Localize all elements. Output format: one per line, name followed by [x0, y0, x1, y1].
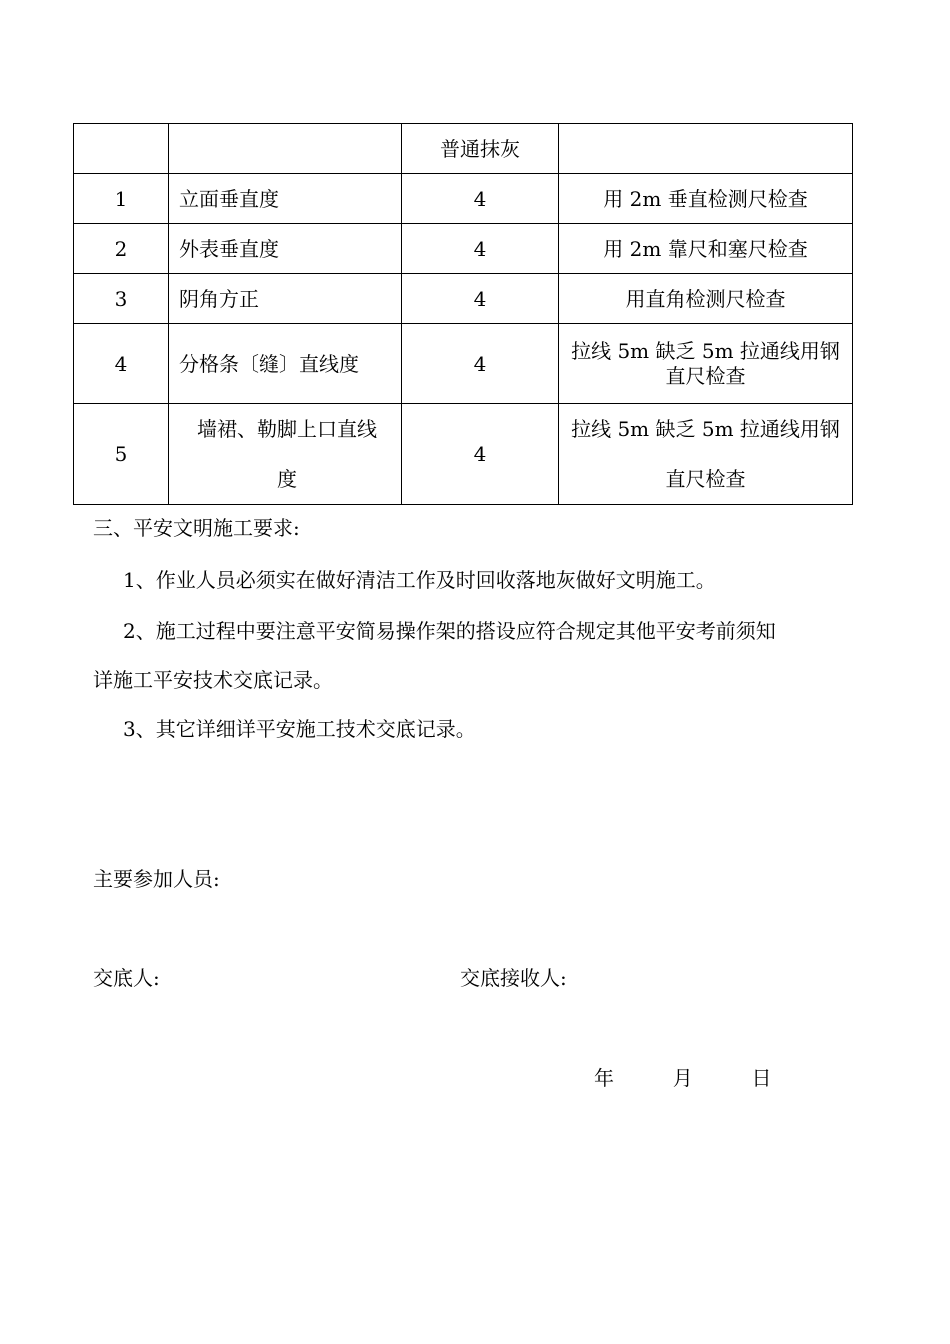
row-item-line1: 墙裙、勒脚上口直线	[197, 417, 377, 441]
row-number: 3	[74, 274, 169, 324]
row-method	[559, 324, 853, 404]
row-value: 4	[402, 224, 559, 274]
table-row	[74, 224, 853, 274]
header-cell-method	[559, 124, 853, 174]
receiver-label: 交底接收人:	[460, 966, 567, 990]
row-item: 立面垂直度	[169, 174, 402, 224]
row-number: 5	[74, 404, 169, 505]
row-value: 4	[402, 174, 559, 224]
row-item: 外表垂直度	[169, 224, 402, 274]
row-method	[559, 404, 853, 505]
row-method: 用 2m 垂直检测尺检查	[559, 174, 853, 224]
row-item	[169, 404, 402, 505]
date-year-label: 年	[594, 1066, 614, 1090]
discloser-label: 交底人:	[93, 966, 160, 990]
header-cell-value: 普通抹灰	[402, 124, 559, 174]
table-row	[74, 404, 853, 505]
section-heading: 三、平安文明施工要求:	[93, 516, 300, 540]
requirement-item-1: 1、作业人员必须实在做好清洁工作及时回收落地灰做好文明施工。	[123, 568, 716, 592]
row-item: 分格条〔缝〕直线度	[169, 324, 402, 404]
date-day-label: 日	[751, 1066, 772, 1090]
row-method-line2: 直尺检查	[665, 363, 746, 388]
row-number: 1	[74, 174, 169, 224]
inspection-table	[73, 123, 853, 505]
requirement-item-2-line2: 详施工平安技术交底记录。	[93, 668, 333, 692]
row-number: 4	[74, 324, 169, 404]
row-method-line1: 拉线 5m 缺乏 5m 拉通线用钢	[571, 417, 840, 441]
table-row	[74, 324, 853, 404]
date-month-label: 月	[672, 1066, 693, 1090]
date-line	[594, 1065, 771, 1091]
row-method: 用直角检测尺检查	[559, 274, 853, 324]
table-row	[74, 274, 853, 324]
header-cell-item	[169, 124, 402, 174]
row-method-line1: 拉线 5m 缺乏 5m 拉通线用钢	[571, 338, 840, 363]
row-item: 阴角方正	[169, 274, 402, 324]
table-row	[74, 174, 853, 224]
row-item-line2: 度	[277, 467, 297, 491]
row-value: 4	[402, 274, 559, 324]
requirement-item-2-line1: 2、施工过程中要注意平安简易操作架的搭设应符合规定其他平安考前须知	[123, 619, 776, 643]
row-value: 4	[402, 324, 559, 404]
header-cell-no	[74, 124, 169, 174]
row-method: 用 2m 靠尺和塞尺检查	[559, 224, 853, 274]
participants-label: 主要参加人员:	[93, 867, 220, 891]
requirement-item-3: 3、其它详细详平安施工技术交底记录。	[123, 717, 476, 741]
row-number: 2	[74, 224, 169, 274]
row-value: 4	[402, 404, 559, 505]
row-method-line2: 直尺检查	[665, 467, 746, 491]
table-header-row	[74, 124, 853, 174]
